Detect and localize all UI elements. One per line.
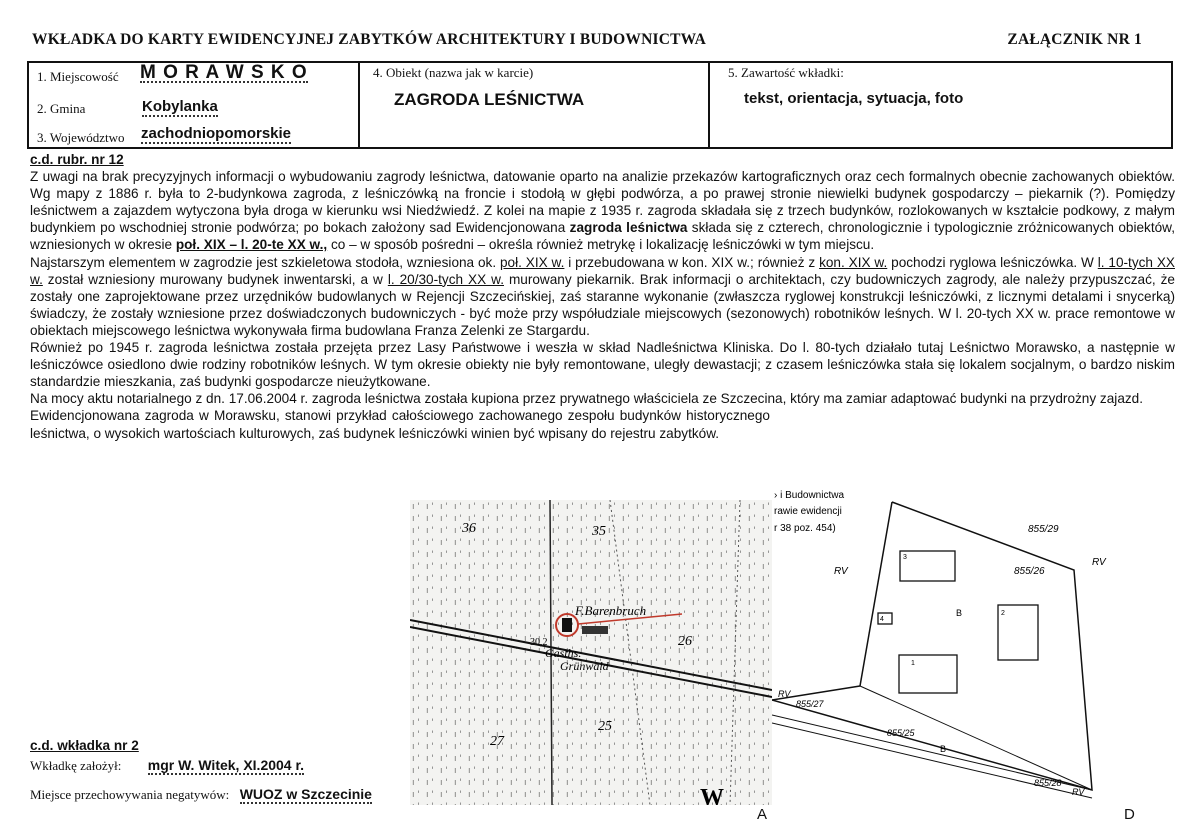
rubric-heading: c.d. rubr. nr 12	[30, 152, 124, 167]
miejscowosc-label: 1. Miejscowość	[37, 69, 119, 84]
map-label-elevation: 30,2	[530, 637, 548, 648]
paragraph-3: Również po 1945 r. zagroda leśnictwa została przejęta przez Lasy Państwowe i weszła w skład Nadleśnictwa Kliniska. Do l. 80-tych działało tutaj Leśnictwo Morawsko, a następnie w leśniczówce osiedlono dwie rodziny robotników leśnych. W tym okresie obiekty nie były remontowane, uległy dewastacji; z czasem leśniczówka stała się lokalem socjalnym, o bardzo niskim standardzie mieszkania, zaś budynki gospodarcze nieużytkowane.	[30, 340, 1175, 390]
parcel-855-25: 855/25	[887, 728, 915, 738]
map-label-barenbruch: F.Barenbruch	[575, 603, 647, 618]
description-text	[30, 151, 1175, 442]
corner-a-label: A	[757, 806, 768, 823]
building-3-number: 3	[903, 554, 907, 561]
map-label-25: 25	[598, 719, 612, 734]
paragraph-1: Z uwagi na brak precyzyjnych informacji o wybudowaniu zagrody leśnictwa, datowanie oparto na analizie przekazów kartograficznych oraz cech formalnych obecnie zachowanych obiektów. Wg mapy z 1886 r. była to 2-budynkowa zagroda, z leśniczówką na froncie i stodołą w głębi podwórza, a po prawej stronie niewielki budynek gospodarczy – piekarnik (?). Pomiędzy leśnictwem a zajazdem wytyczona była droga w kierunku wsi Niedźwiedź. Z kolei na mapie z 1935 r. zagroda składała się z trzech budynków, rozlokowanych w kształcie podkowy, z małym budynkiem po wschodniej stronie podwórza; po bokach założony sad Ewidencjonowana zagroda leśnictwa składa się z czterech, chronologicznie i typologicznie zróżnicowanych obiektów, wzniesionych w okresie poł. XIX – l. 20-te XX w., co – w sposób pośredni – określa również metrykę i lokalizację leśniczówki w tym miejscu.	[30, 169, 1175, 253]
plan-header-line-2: rawie ewidencji	[774, 506, 842, 517]
storage-label: Miejsce przechowywania negatywów:	[30, 787, 230, 802]
paragraph-2: Najstarszym elementem w zagrodzie jest szkieletowa stodoła, wzniesiona ok. poł. XIX w. i przebudowana w kon. XIX w.; również z kon. XIX w. pochodzi ryglowa leśniczówka. W l. 10-tych XX w. został wzniesiony murowany budynek inwentarski, a w l. 20/30-tych XX w. murowany piekarnik. Brak informacji o architektach, czy budowniczych zagrody, ale należy przypuszczać, że zostały one zaprojektowane przez urzędników budowlanych w Rejencji Szczecińskiej, zaś staranne wykonanie (zwłaszcza ryglowej konstrukcji leśniczówki, z licznymi detalami i snycerką) świadczy, że zostały wzniesione przez doświadczonych budowniczych - być może przy współudziale miejscowych (sezonowych) robotników leśnych. W l. 20-tych XX w. prace remontowe w obiektach miejscowego leśnictwa wykonywała firma budowlana Franza Zelenki ze Stargardu.	[30, 254, 1175, 338]
map-label-35: 35	[592, 524, 606, 539]
map-label-36: 36	[462, 521, 476, 536]
location-cell	[29, 63, 360, 147]
paragraph-5: Ewidencjonowana zagroda w Morawsku, stanowi przykład całościowego zachowanego zespołu budynków historycznego leśnictwa, o wysokich wartościach kulturowych, zaś budynek leśniczówki winien być wpisany do rejestru zabytków.	[30, 408, 770, 441]
miejscowosc-value: M O R A W S K O	[140, 62, 308, 83]
map-label-grunwald: Grünwald	[560, 659, 609, 673]
zawartosc-value: tekst, orientacja, sytuacja, foto	[744, 90, 964, 107]
parcel-855-28: 855/28	[1034, 778, 1062, 788]
parcel-855-26: 855/26	[1014, 566, 1045, 577]
building-4-number: 4	[880, 616, 884, 623]
storage-value: WUOZ w Szczecinie	[239, 786, 372, 802]
wojewodztwo-value: zachodniopomorskie	[141, 125, 292, 142]
plan-header-line-1: › i Budownictwa	[774, 490, 845, 501]
info-table	[27, 61, 1173, 149]
parcel-855-27: 855/27	[796, 699, 824, 709]
map-label-w: W	[700, 785, 724, 805]
wojewodztwo-label: 3. Województwo	[37, 130, 125, 145]
plan-b-1: B	[956, 608, 963, 618]
author-label: Wkładkę założył:	[30, 758, 122, 773]
object-cell	[360, 63, 710, 147]
cadastral-plan	[772, 490, 1142, 805]
building-1-number: 1	[911, 660, 915, 667]
footer-author	[30, 757, 304, 775]
gmina-label: 2. Gmina	[37, 101, 86, 116]
corner-d-label: D	[1124, 806, 1135, 823]
obiekt-label: 4. Obiekt (nazwa jak w karcie)	[373, 65, 534, 80]
plan-rv-1: RV	[834, 566, 848, 577]
plan-rv-4: RV	[1072, 787, 1085, 797]
zawartosc-label: 5. Zawartość wkładki:	[728, 65, 844, 80]
cadastral-plan-drawing	[772, 490, 1142, 805]
author-value: mgr W. Witek, XI.2004 r.	[147, 757, 305, 773]
gmina-value: Kobylanka	[142, 98, 218, 115]
plan-b-2: B	[940, 744, 947, 754]
footer-wkladka: c.d. wkładka nr 2	[30, 738, 139, 753]
obiekt-value: ZAGRODA LEŚNICTWA	[394, 90, 585, 109]
map-label-27: 27	[490, 734, 504, 749]
plan-rv-3: RV	[778, 689, 791, 699]
map-label-gasths: Gasths.	[545, 646, 582, 660]
paragraph-4: Na mocy aktu notarialnego z dn. 17.06.2004 r. zagroda leśnictwa została kupiona przez prywatnego właściciela ze Szczecina, który ma zamiar adaptować budynki na przydrożny zajazd.	[30, 391, 1144, 407]
plan-rv-2: RV	[1092, 557, 1106, 568]
historic-map-drawing	[410, 500, 772, 805]
map-label-26: 26	[678, 634, 692, 649]
content-cell	[710, 63, 1171, 147]
historic-map	[410, 500, 774, 805]
parcel-855-29: 855/29	[1028, 524, 1059, 535]
footer-storage	[30, 786, 372, 804]
document-header	[32, 31, 1142, 49]
annex-label: ZAŁĄCZNIK NR 1	[1007, 31, 1142, 48]
plan-header-line-3: r 38 poz. 454)	[774, 523, 836, 534]
building-2-number: 2	[1001, 610, 1005, 617]
document-title: WKŁADKA DO KARTY EWIDENCYJNEJ ZABYTKÓW ARCHITEKTURY I BUDOWNICTWA	[32, 31, 707, 48]
